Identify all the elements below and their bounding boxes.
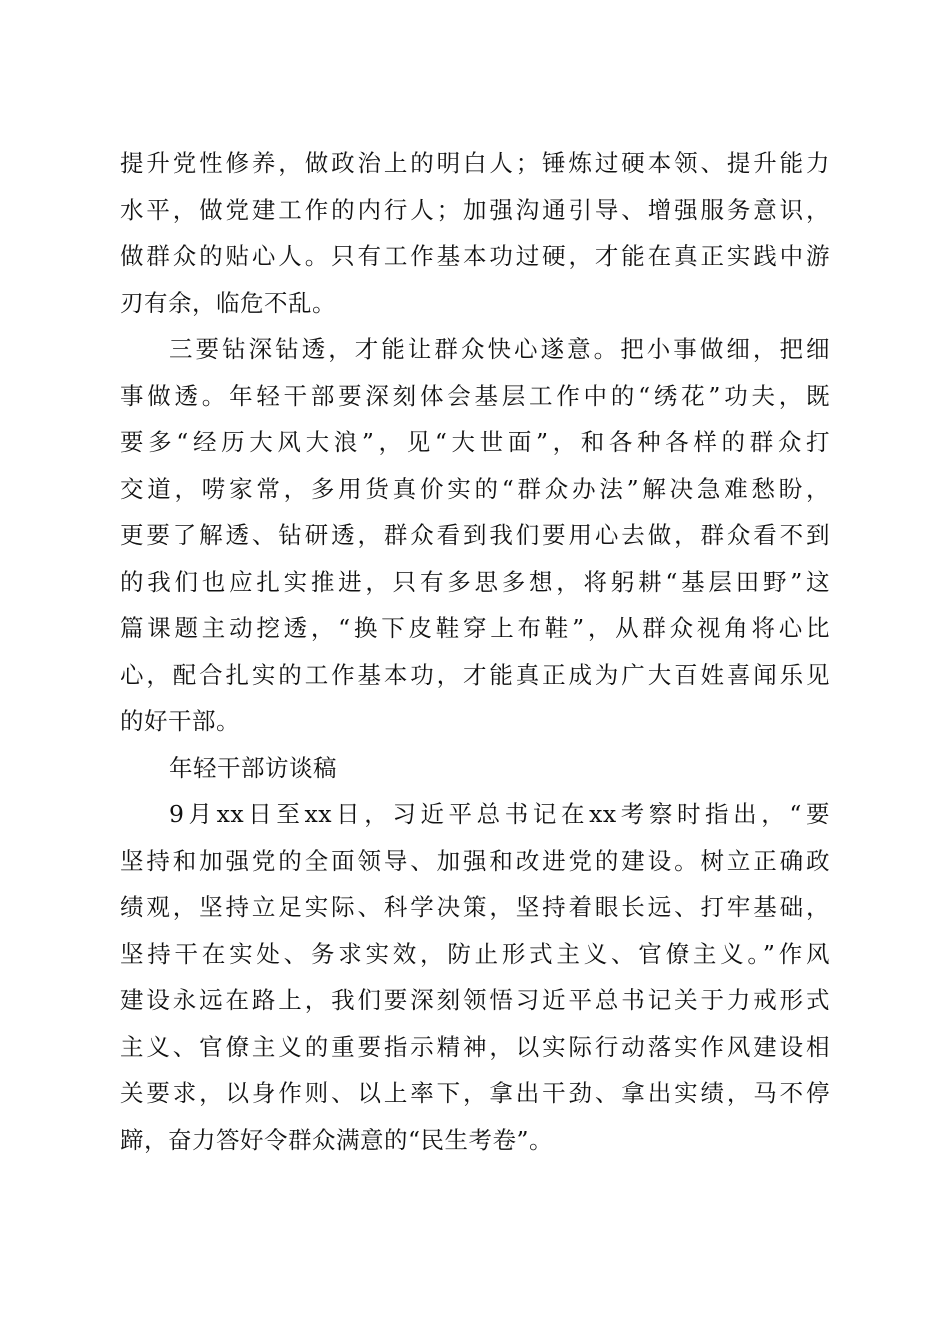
text-line: 三要钻深钻透，才能让群众快心遂意。把小事做细，把细 [169,335,830,363]
text-line: 蹄，奋力答好令群众满意的“民生考卷”。 [120,1125,554,1154]
text-line: 绩观，坚持立足实际、科学决策，坚持着眼长远、打牢基础， [120,893,830,921]
text-line: 要多“经历大风大浪”，见“大世面”，和各种各样的群众打 [120,428,830,456]
text-line: 心，配合扎实的工作基本功，才能真正成为广大百姓喜闻乐见 [120,660,830,689]
title-line: 年轻干部访谈稿 [169,753,337,782]
section-title [120,745,830,792]
text-line: 刃有余，临危不乱。 [120,288,336,317]
text-line: 更要了解透、钻研透，群众看到我们要用心去做，群众看不到 [120,521,830,549]
text-line: 提升党性修养，做政治上的明白人；锤炼过硬本领、提升能力 [120,149,830,177]
paragraph-3 [120,791,830,1163]
text-line: 的好干部。 [120,707,240,735]
text-line: 做群众的贴心人。只有工作基本功过硬，才能在真正实践中游 [120,242,830,270]
text-line: 交道，唠家常，多用货真价实的“群众办法”解决急难愁盼， [120,474,830,503]
text-line: 坚持干在实处、务求实效，防止形式主义、官僚主义。”作风 [120,939,830,968]
text-line: 建设永远在路上，我们要深刻领悟习近平总书记关于力戒形式 [120,986,830,1014]
text-line: 关要求，以身作则、以上率下，拿出干劲、拿出实绩，马不停 [120,1079,830,1107]
text-line: 9月xx日至xx日，习近平总书记在xx考察时指出，“要 [169,800,830,828]
text-line: 水平，做党建工作的内行人；加强沟通引导、增强服务意识， [120,195,830,224]
text-line: 坚持和加强党的全面领导、加强和改进党的建设。树立正确政 [120,846,830,875]
text-line: 篇课题主动挖透，“换下皮鞋穿上布鞋”，从群众视角将心比 [120,614,830,642]
text-line: 事做透。年轻干部要深刻体会基层工作中的“绣花”功夫，既 [120,381,830,410]
document-body [120,140,830,1163]
paragraph-2 [120,326,830,745]
paragraph-1 [120,140,830,326]
text-line: 主义、官僚主义的重要指示精神，以实际行动落实作风建设相 [120,1032,830,1061]
text-line: 的我们也应扎实推进，只有多思多想，将躬耕“基层田野”这 [120,567,830,596]
